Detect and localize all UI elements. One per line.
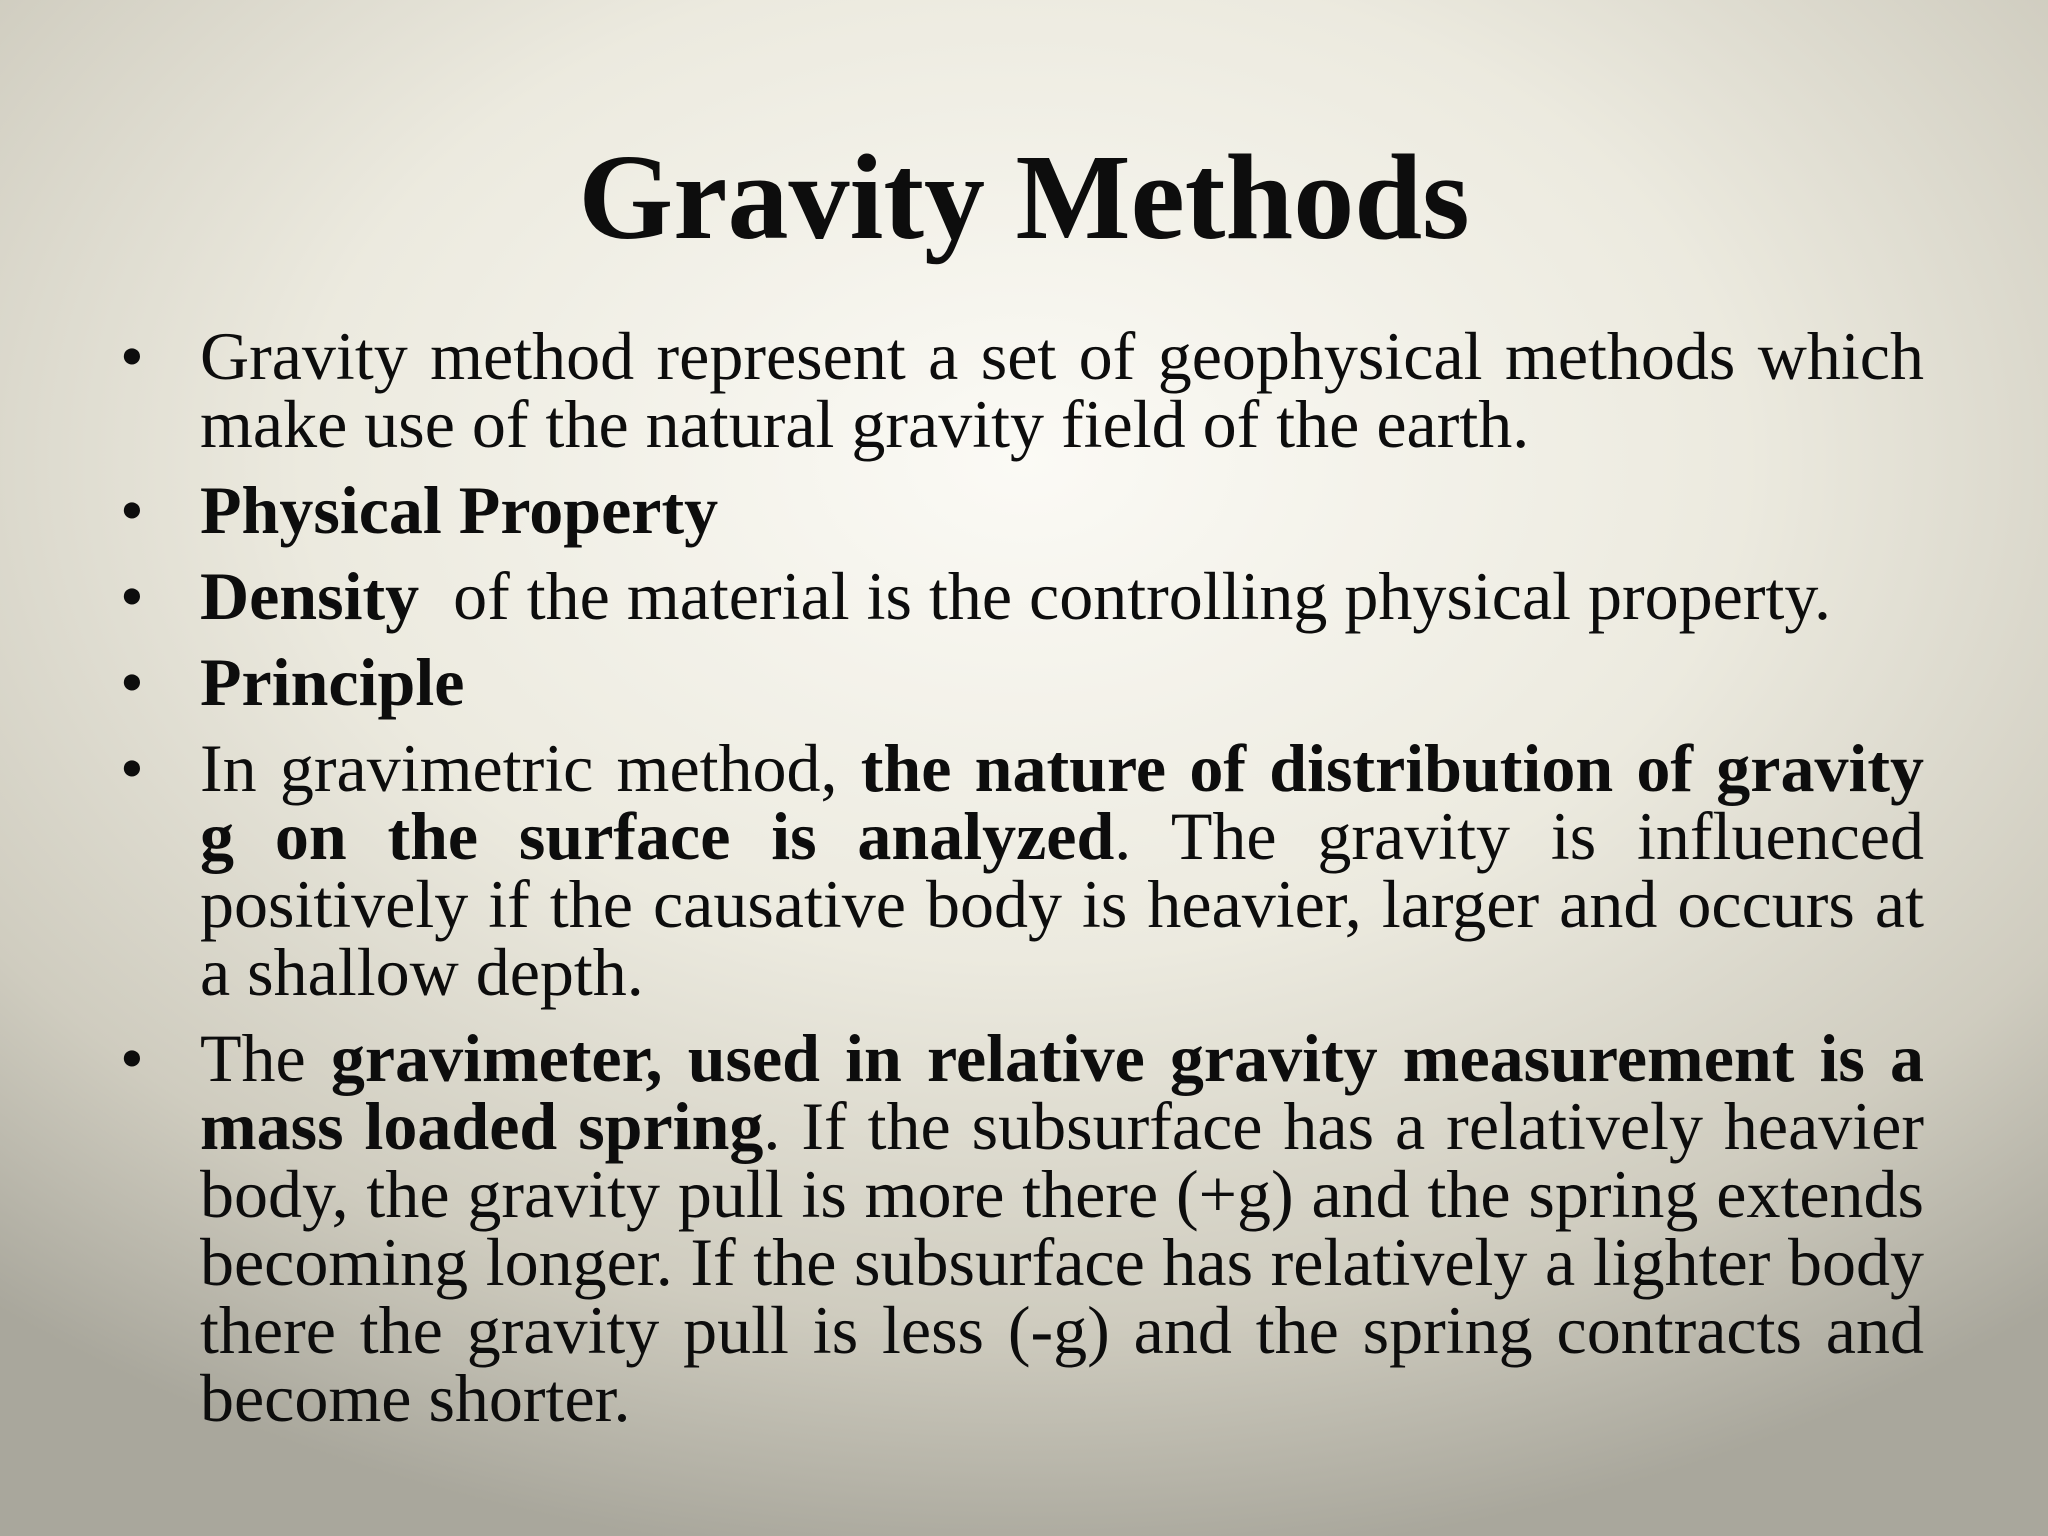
bullet-text: In gravimetric method, <box>200 730 861 806</box>
bullet-bold-text: the nature of distribution of gravity g on the surface is analyzed <box>200 730 1925 874</box>
bullet-physical-property-heading <box>200 472 1924 548</box>
bullet-text: . If the subsurface has a relatively heavier body, the gravity pull is more there (+g) and the spring extends becoming longer. If the subsurface has relatively a lighter body there the gravity pull is less (-g) and the spring contracts and become shorter. <box>200 1088 1924 1436</box>
bullet-density <box>200 558 1924 634</box>
slide-title: Gravity Methods <box>578 130 1470 265</box>
bullet-list <box>200 318 1925 1450</box>
bullet-gravity-method-definition <box>200 318 1924 462</box>
bullet-bold-text: gravimeter, used in relative gravity measurement is a mass loaded spring <box>200 1020 1925 1164</box>
bullet-text: . The gravity is influenced positively if the causative body is heavier, larger and occurs at a shallow depth. <box>200 798 1924 1010</box>
bullet-principle-heading <box>200 644 1924 720</box>
bullet-bold-text: Density <box>200 558 420 634</box>
bullet-gravimeter <box>200 1020 1925 1436</box>
bullet-gravimetric-method <box>200 730 1925 1010</box>
bullet-bold-text: Physical Property <box>200 472 719 548</box>
bullet-bold-text: Principle <box>200 644 465 720</box>
bullet-text: The <box>200 1020 331 1096</box>
bullet-text: of the material is the controlling physical property. <box>419 558 1831 634</box>
bullet-text: Gravity method represent a set of geophysical methods which make use of the natural gravity field of the earth. <box>200 318 1924 462</box>
